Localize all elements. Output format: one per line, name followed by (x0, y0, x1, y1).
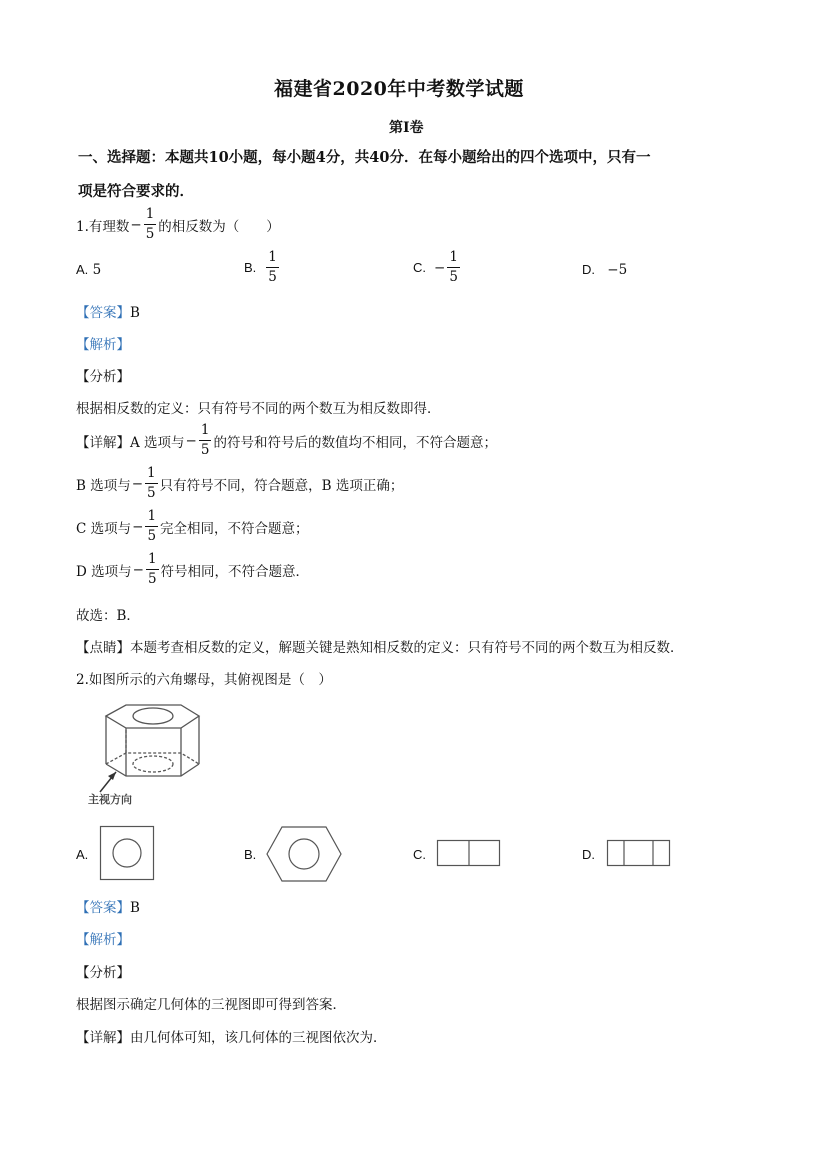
option-sign: − (434, 259, 446, 276)
frac-num: 1 (447, 251, 460, 268)
dianjing-text: 本题考查相反数的定义，解题关键是熟知相反数的定义：只有符号不同的两个数互为相反数． (130, 640, 684, 656)
q2-option-c-figure (437, 840, 501, 867)
q1-answer (76, 301, 140, 321)
q1-stem-frac-num: 1 (144, 208, 157, 225)
detail-text: 由几何体可知，该几何体的三视图依次为． (130, 1030, 387, 1046)
q2-option-c-label: C. (413, 847, 426, 862)
figure-caption: 主视方向 (88, 793, 132, 806)
q1-detail-d (76, 553, 309, 586)
answer-tag: 【答案】 (76, 900, 130, 916)
detail-prefix: D 选项与 (76, 563, 132, 580)
page-title: 福建省2020年中考数学试题 (274, 78, 524, 100)
section-heading-line2: 项是符合要求的． (78, 183, 194, 200)
option-value: 5 (92, 262, 102, 278)
detail-prefix: A 选项与 (130, 434, 185, 451)
q2-option-b-label: B. (244, 847, 257, 862)
q2-detail (76, 1026, 387, 1046)
q1-fenxi-tag: 【分析】 (76, 369, 130, 385)
volume-label: 第Ⅰ卷 (389, 120, 424, 136)
q1-stem-prefix: 1.有理数 (76, 218, 130, 235)
option-fraction (447, 251, 460, 284)
option-value: −5 (607, 262, 628, 278)
answer-value: B (130, 900, 140, 916)
detail-tag: 【详解】 (76, 1030, 130, 1046)
detail-suffix: 的符号和符号后的数值均不相同，不符合题意； (213, 434, 497, 451)
detail-sign: − (185, 432, 197, 449)
frac-den: 5 (268, 268, 277, 285)
answer-value: B (130, 305, 140, 321)
answer-tag: 【答案】 (76, 305, 130, 321)
q1-dianjing (76, 636, 684, 656)
q2-answer (76, 896, 140, 916)
detail-fraction (146, 553, 159, 586)
detail-sign: − (132, 561, 144, 578)
detail-sign: − (131, 475, 144, 492)
q1-detail-a (76, 424, 497, 457)
q2-stem: 2.如图所示的六角螺母，其俯视图是（ ） (76, 672, 332, 688)
dianjing-tag: 【点睛】 (76, 640, 130, 656)
option-label: A. (76, 262, 89, 277)
frac-den: 5 (147, 570, 157, 587)
option-label: D. (582, 262, 595, 277)
detail-suffix: 符号相同，不符合题意． (160, 563, 310, 580)
q2-option-d-label: D. (582, 847, 595, 862)
detail-tag: 【详解】 (76, 434, 130, 451)
q2-jiexi-tag: 【解析】 (76, 932, 130, 948)
detail-prefix: C 选项与 (76, 520, 132, 537)
frac-den: 5 (200, 441, 210, 458)
q1-stem (76, 208, 280, 241)
q2-option-d-figure (607, 840, 671, 867)
detail-fraction (145, 467, 158, 500)
detail-suffix: 完全相同，不符合题意； (160, 520, 309, 537)
q1-stem-suffix: 的相反数为（ ） (158, 218, 280, 235)
q1-stem-fraction (144, 208, 157, 241)
q1-conclusion: 故选：B． (76, 608, 140, 624)
q2-option-a-label: A. (76, 847, 89, 862)
q1-detail-b (76, 467, 403, 500)
detail-prefix: B 选项与 (76, 477, 131, 494)
frac-num: 1 (145, 510, 158, 527)
q1-detail-c (76, 510, 309, 543)
detail-fraction (145, 510, 158, 543)
option-label: C. (413, 260, 426, 275)
frac-den: 5 (147, 484, 156, 501)
detail-suffix: 只有符号不同，符合题意，B 选项正确； (159, 477, 404, 494)
frac-num: 1 (199, 424, 212, 441)
frac-num: 1 (145, 467, 158, 484)
q1-option-b (244, 251, 281, 284)
q1-option-c (413, 251, 462, 284)
frac-num: 1 (146, 553, 159, 570)
q1-jiexi-tag: 【解析】 (76, 337, 130, 353)
q1-option-a (76, 262, 101, 278)
q2-option-b-figure (266, 826, 342, 882)
frac-den: 5 (147, 527, 157, 544)
detail-fraction (199, 424, 212, 457)
q2-option-a-figure (100, 826, 154, 880)
q1-option-d (582, 262, 627, 278)
q2-fenxi-text: 根据图示确定几何体的三视图即可得到答案． (76, 997, 346, 1013)
option-label: B. (244, 260, 257, 275)
q1-stem-frac-den: 5 (145, 225, 155, 242)
option-fraction (266, 251, 279, 284)
section-heading-line1: 一、选择题：本题共10小题，每小题4分，共40分．在每小题给出的四个选项中，只有一 (78, 149, 651, 166)
q2-fenxi-tag: 【分析】 (76, 965, 130, 981)
q1-stem-sign: − (130, 216, 142, 233)
frac-den: 5 (449, 268, 458, 285)
frac-num: 1 (266, 251, 279, 268)
detail-sign: − (132, 518, 144, 535)
q1-fenxi-text: 根据相反数的定义：只有符号不同的两个数互为相反数即得． (76, 401, 441, 417)
